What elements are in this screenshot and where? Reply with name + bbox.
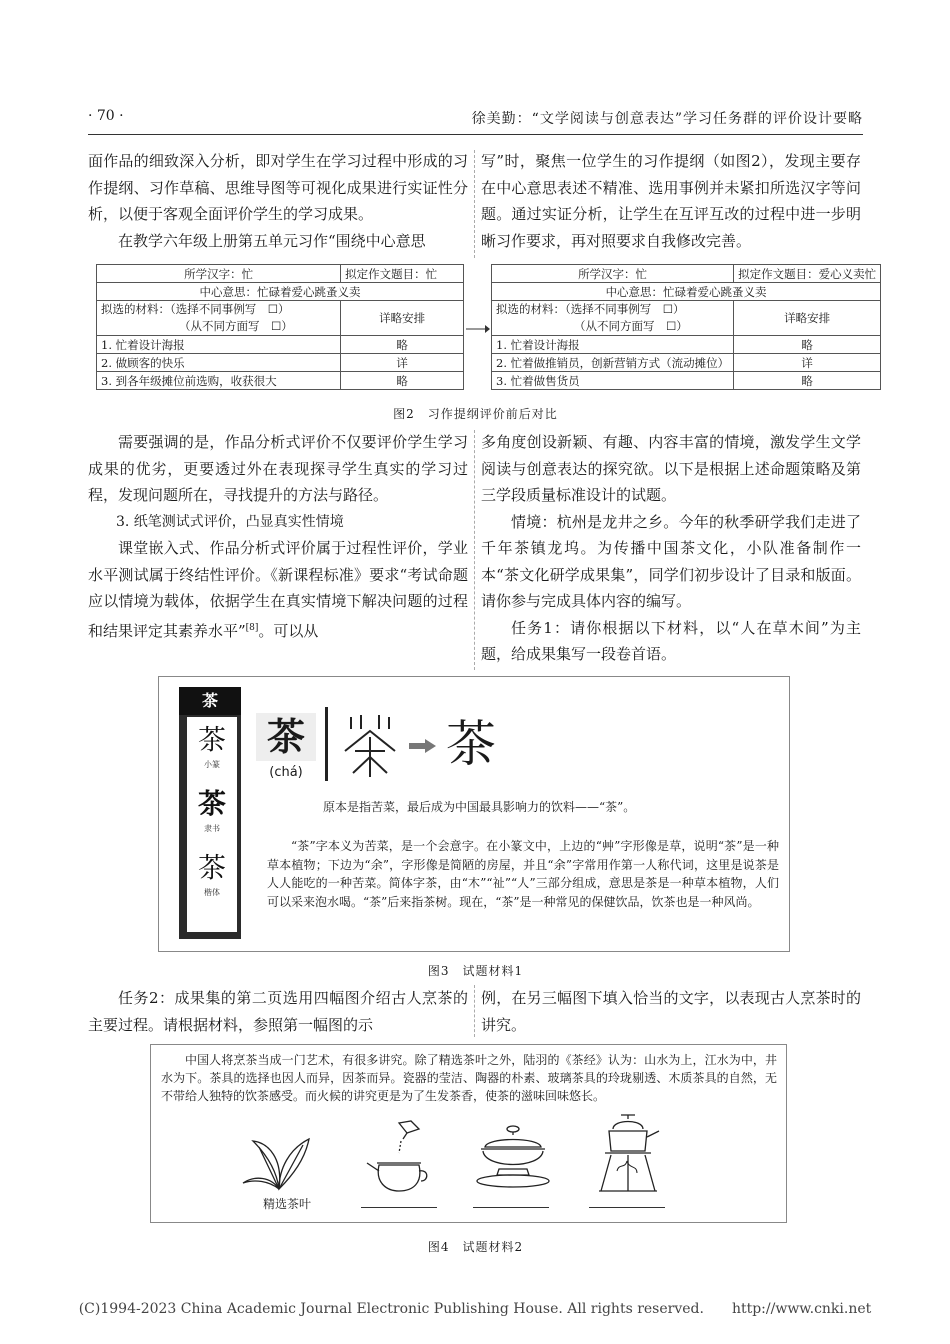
material-cell: 拟选的材料：（选择不同事例写 ☐） （从不同方面写 ☐） [97, 301, 341, 336]
row-item: 2. 做顾客的快乐 [97, 354, 341, 372]
row-mark: 略 [734, 336, 881, 354]
copyright-footer: (C)1994-2023 China Academic Journal Electronic Publishing House. All rights reserved. http://www.cnki.net [78, 1301, 872, 1317]
regular-script-label: 楷体 [204, 888, 220, 897]
page-number: · 70 · [88, 108, 124, 124]
column-divider [474, 430, 475, 670]
right-column-mid [481, 429, 861, 668]
divider-bar [325, 707, 328, 781]
plan-header-cell: 详略安排 [734, 301, 881, 336]
big-character: 茶 [256, 713, 316, 761]
paragraph: 写”时，聚焦一位学生的习作提纲（如图2），发现主要存在中心意思表述不精准、选用事例并未紧扣所选汉字等问题。通过实证分析，让学生在互评互改的过程中进一步明晰习作要求，再对照要求自我修改完善。 [481, 152, 861, 250]
outline-table-before [96, 264, 464, 390]
hanzi-cell: 所学汉字：忙 [97, 265, 341, 283]
column-divider [474, 985, 475, 1037]
row-item: 1. 忙着设计海报 [97, 336, 341, 354]
figure-caption: 图3 试题材料1 [427, 964, 524, 978]
figure-caption: 图2 习作提纲评价前后对比 [393, 407, 558, 421]
center-idea-cell: 中心意思：忙碌着爱心跳蚤义卖 [492, 283, 881, 301]
title-cell: 拟定作文题目：忙 [341, 265, 464, 283]
left-column-mid [88, 429, 468, 644]
answer-blank[interactable] [589, 1207, 665, 1208]
page-header [88, 108, 863, 130]
column-divider [474, 150, 475, 258]
outline-table-after [491, 264, 881, 390]
arrow-right-icon [465, 322, 491, 336]
tea-leaves-icon [239, 1129, 319, 1193]
row-item: 3. 到各年级摊位前选购，收获很大 [97, 372, 341, 390]
left-column-top [88, 148, 468, 254]
row-mark: 略 [734, 372, 881, 390]
arrow-right-icon [409, 739, 437, 753]
answer-blank[interactable] [473, 1207, 549, 1208]
paragraph: 任务2：成果集的第二页选用四幅图介绍古人烹茶的主要过程。请根据材料，参照第一幅图的示 [88, 989, 468, 1034]
paragraph: 多角度创设新颖、有趣、内容丰富的情境，激发学生文学阅读与创意表达的探究欲。以下是根据上述命题策略及第三学段质量标准设计的试题。 [481, 433, 861, 504]
task2-right [481, 985, 861, 1038]
task2-left [88, 985, 468, 1038]
header-rule [88, 134, 863, 135]
title-cell: 拟定作文题目：爱心义卖忙 [734, 265, 881, 283]
paragraph: 情境：杭州是龙井之乡。今年的秋季研学我们走进了千年茶镇龙坞。为传播中国茶文化，小队准备制作一本“茶文化研学成果集”，同学们初步设计了目录和版面。请你参与完成具体内容的编写。 [481, 512, 861, 610]
kettle-on-stove-icon [591, 1111, 665, 1195]
center-idea-cell: 中心意思：忙碌着爱心跳蚤义卖 [97, 283, 464, 301]
row-mark: 略 [341, 336, 464, 354]
image-label: 精选茶叶 [262, 1197, 311, 1211]
plan-header-cell: 详略安排 [341, 301, 464, 336]
lidded-bowl-icon [473, 1121, 553, 1193]
figure-caption: 图4 试题材料2 [427, 1240, 524, 1254]
row-item: 3. 忙着做售货员 [492, 372, 734, 390]
row-item: 1. 忙着设计海报 [492, 336, 734, 354]
clerical-script-label: 隶书 [204, 824, 220, 833]
figure-4-material [150, 1044, 787, 1223]
paragraph: 在教学六年级上册第五单元习作“围绕中心意思 [118, 231, 426, 250]
answer-blank[interactable] [361, 1207, 437, 1208]
clerical-script-char: 茶 [197, 787, 226, 820]
section-heading: 3. 纸笔测试式评价，凸显真实性情境 [116, 513, 344, 530]
row-item: 2. 忙着做推销员，创新营销方式（流动摊位） [492, 354, 734, 372]
material-paragraph: “茶”字本义为苦菜，是一个会意字。在小篆文中，上边的“艸”字形像是草，说明“茶”是一种草本植物；下边为“余”，字形像是简陋的房屋，并且“余”字常用作第一人称代词，这里是说茶是人人能吃的一种苦菜。简体字茶，由“木”“祉”“人”三部分组成，意思是茶是一种草本植物，人们可以采来泡水喝。“茶”后来指茶树。现在，“茶”是一种常见的保健饮品，饮茶也是一种风尚。 [267, 839, 779, 909]
row-mark: 略 [341, 372, 464, 390]
material-cell: 拟选的材料：（选择不同事例写 ☐） （从不同方面写 ☐） [492, 301, 734, 336]
row-mark: 详 [734, 354, 881, 372]
paragraph: 需要强调的是，作品分析式评价不仅要评价学生学习成果的优劣，更要透过外在表现探寻学生真实的学习过程，发现问题所在，寻找提升的方法与路径。 [88, 433, 468, 504]
paragraph: 面作品的细致深入分析，即对学生在学习过程中形成的习作提纲、习作草稿、思维导图等可视化成果进行实证性分析，以便于客观全面评价学生的学习成果。 [88, 152, 468, 223]
script-forms-strip [179, 687, 241, 939]
paragraph: 例，在另三幅图下填入恰当的文字，以表现古人烹茶时的讲究。 [481, 989, 861, 1034]
strip-head: 茶 [179, 687, 241, 715]
hanzi-cell: 所学汉字：忙 [492, 265, 734, 283]
teapot-pouring-icon [363, 1119, 435, 1193]
regular-script-char: 茶 [197, 851, 226, 884]
seal-glyph-drawing [339, 711, 401, 781]
running-title: 徐美勤：“文学阅读与创意表达”学习任务群的评价设计要略 [471, 111, 863, 127]
seal-script-char: 茶 [197, 723, 226, 756]
material-paragraph: 中国人将烹茶当成一门艺术，有很多讲究。除了精选茶叶之外，陆羽的《茶经》认为：山水为上，江水为中，井水为下。茶具的选择也因人而异，因茶而异。瓷器的莹洁、陶器的朴素、玻璃茶具的玲珑剔透、木质茶具的自然，无不带给人独特的饮茶感受。而火候的讲究更是为了生发茶香，使茶的滋味回味悠长。 [161, 1053, 777, 1103]
citation: [8] [245, 622, 259, 633]
row-mark: 详 [341, 354, 464, 372]
right-column-top [481, 148, 861, 254]
pinyin: (chá) [269, 765, 303, 780]
paragraph: 课堂嵌入式、作品分析式评价属于过程性评价，学业水平测试属于终结性评价。《新课程标准》要求“考试命题应以情境为载体，依据学生在真实情境下解决问题的过程和结果评定其素养水平”[8]。可以从 [88, 539, 468, 640]
figure-3-material [158, 676, 790, 952]
paragraph: 任务1：请你根据以下材料，以“人在草木间”为主题，给成果集写一段卷首语。 [481, 618, 861, 663]
seal-script-label: 小篆 [204, 760, 220, 769]
evolved-character: 茶 [446, 715, 496, 773]
material-line: 原本是指苦菜，最后成为中国最具影响力的饮料——“茶”。 [323, 800, 636, 814]
